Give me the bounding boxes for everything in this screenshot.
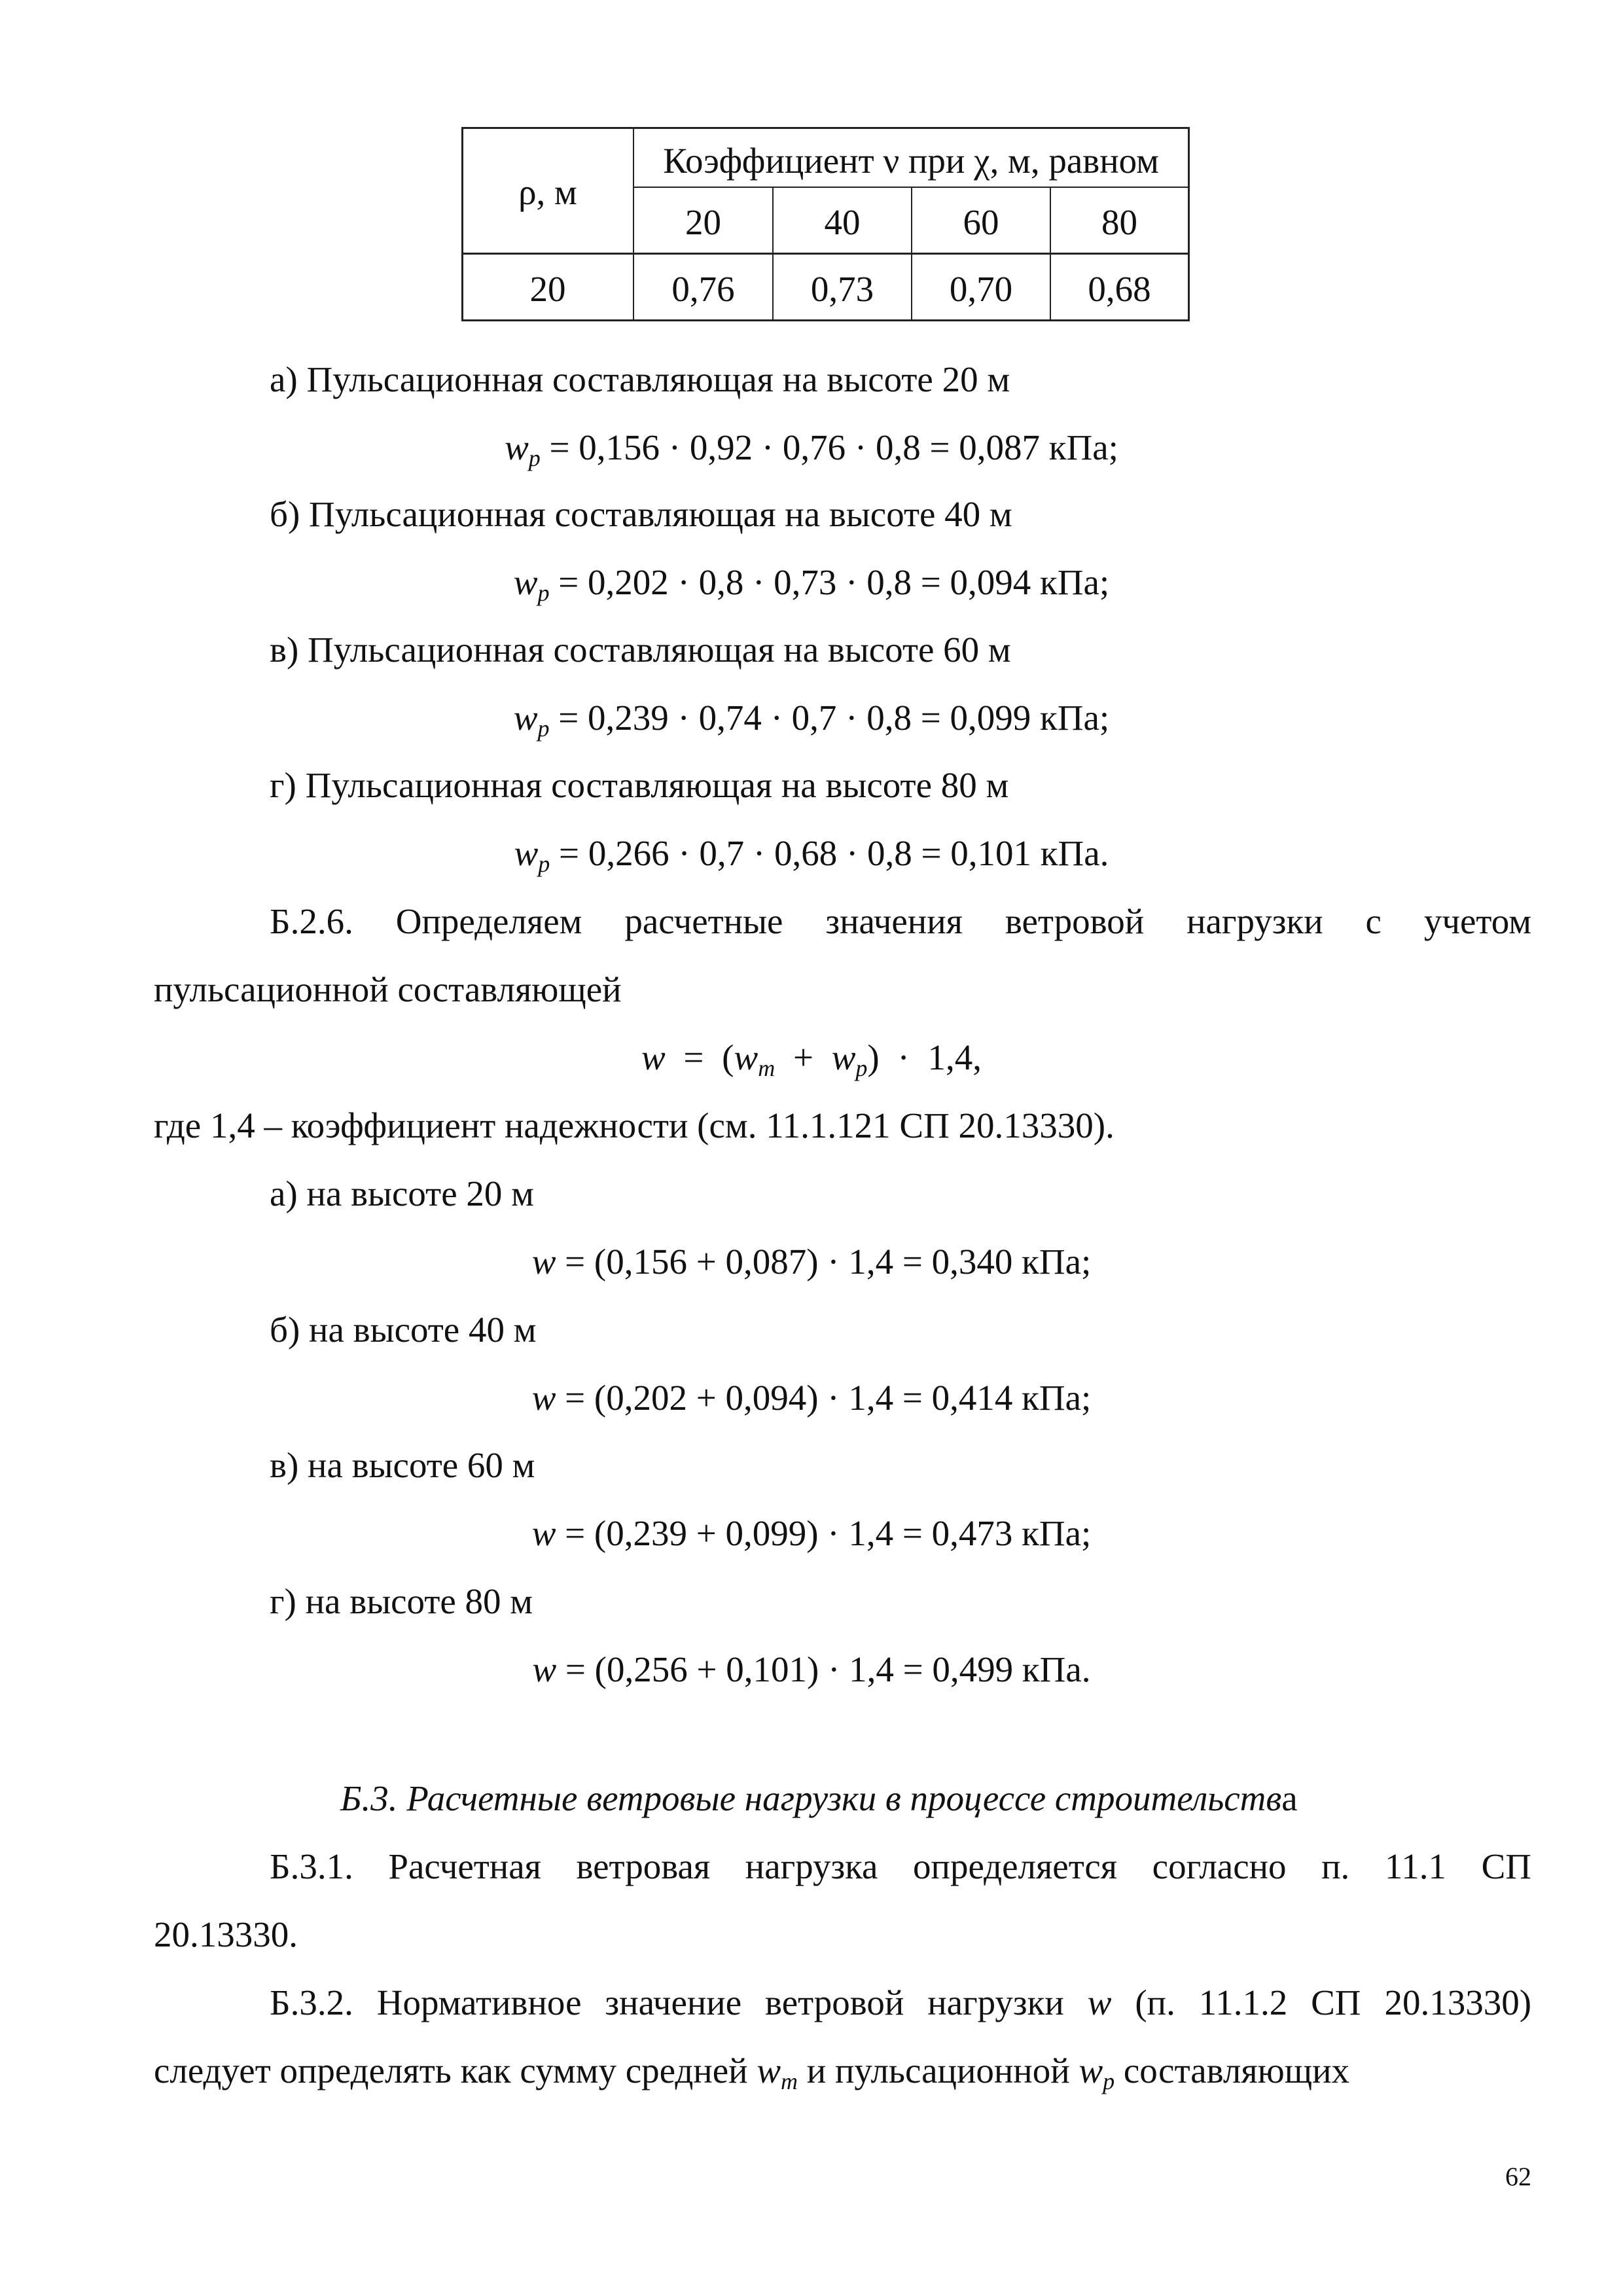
formula-symbol: w bbox=[513, 698, 538, 738]
design-label-b: б) на высоте 40 м bbox=[270, 1310, 537, 1350]
b3-heading bbox=[340, 1780, 1298, 1816]
formula-text: = 0,239 · 0,74 · 0,7 · 0,8 = 0,099 кПа; bbox=[558, 698, 1110, 738]
b32-text-b: (п. 11.1.2 СП 20.13330) bbox=[1135, 1982, 1532, 2022]
formula-symbol: w bbox=[757, 2051, 781, 2090]
b31-paragraph-line1: Б.3.1. Расчетная ветровая нагрузка определяется согласно п. 11.1 СП bbox=[270, 1846, 1531, 1886]
pulsation-label-c: в) Пульсационная составляющая на высоте 60 м bbox=[270, 630, 1011, 670]
table-rule-header bbox=[461, 253, 1189, 255]
formula-text: = (0,156 + 0,087) · 1,4 = 0,340 кПа; bbox=[565, 1242, 1092, 1282]
table-header-chi: 60 bbox=[963, 202, 999, 242]
table-border-top bbox=[461, 127, 1189, 129]
pulsation-formula-d bbox=[0, 833, 1623, 877]
b32-text-e: составляющих bbox=[1123, 2051, 1350, 2090]
table-header-chi: 20 bbox=[685, 202, 721, 242]
formula-text: = 0,156 · 0,92 · 0,76 · 0,8 = 0,087 кПа; bbox=[549, 427, 1118, 467]
formula-text: = 0,266 · 0,7 · 0,68 · 0,8 = 0,101 кПа. bbox=[559, 833, 1109, 873]
design-label-c: в) на высоте 60 м bbox=[270, 1445, 535, 1485]
formula-symbol: w bbox=[1087, 1982, 1112, 2022]
formula-subscript: m bbox=[781, 2068, 798, 2094]
pulsation-formula-a bbox=[0, 427, 1623, 471]
formula-text: = (0,256 + 0,101) · 1,4 = 0,499 кПа. bbox=[565, 1649, 1091, 1689]
formula-plus: + bbox=[793, 1037, 813, 1077]
table-cell: 0,70 bbox=[949, 269, 1013, 309]
pulsation-label-b: б) Пульсационная составляющая на высоте 40 м bbox=[270, 494, 1012, 534]
table-cell-rho: 20 bbox=[529, 269, 566, 309]
formula-symbol: w bbox=[531, 1242, 556, 1282]
formula-subscript: p bbox=[537, 580, 550, 606]
formula-symbol: w bbox=[505, 427, 529, 467]
design-formula-b bbox=[0, 1380, 1623, 1416]
formula-subscript: p bbox=[855, 1055, 868, 1081]
b3-heading-text: Б.3. Расчетные ветровые нагрузки в процессе строительств bbox=[340, 1778, 1282, 1818]
b26-paragraph-line2: пульсационной составляющей bbox=[154, 969, 622, 1009]
formula-close: ) · 1,4, bbox=[867, 1037, 982, 1077]
pulsation-label-d: г) Пульсационная составляющая на высоте 80 м bbox=[270, 765, 1009, 805]
b32-paragraph-line2 bbox=[154, 2051, 1350, 2094]
formula-subscript: m bbox=[758, 1055, 776, 1081]
pulsation-formula-b bbox=[0, 562, 1623, 606]
formula-symbol: w bbox=[514, 833, 539, 873]
formula-subscript: p bbox=[538, 851, 550, 877]
b26-where-note: где 1,4 – коэффициент надежности (см. 11.1.121 СП 20.13330). bbox=[154, 1105, 1115, 1145]
design-formula-a bbox=[0, 1244, 1623, 1280]
b26-formula bbox=[0, 1037, 1623, 1081]
design-label-a: а) на высоте 20 м bbox=[270, 1174, 534, 1213]
b32-text-d: и пульсационной bbox=[806, 2051, 1070, 2090]
formula-subscript: p bbox=[1103, 2068, 1115, 2094]
formula-symbol: w bbox=[513, 562, 538, 602]
formula-symbol: w bbox=[531, 1378, 556, 1418]
formula-symbol: w bbox=[641, 1037, 666, 1077]
b31-paragraph-line2: 20.13330. bbox=[154, 1914, 298, 1954]
b32-text-c: следует определять как сумму средней bbox=[154, 2051, 748, 2090]
table-cell: 0,73 bbox=[810, 269, 874, 309]
b3-heading-tail: а bbox=[1281, 1778, 1298, 1818]
formula-symbol: w bbox=[532, 1649, 557, 1689]
table-cell: 0,68 bbox=[1088, 269, 1151, 309]
b26-paragraph-line1: Б.2.6. Определяем расчетные значения ветровой нагрузки с учетом bbox=[270, 901, 1531, 941]
b32-text-a: Б.3.2. Нормативное значение ветровой нагрузки bbox=[270, 1982, 1064, 2022]
formula-symbol: w bbox=[531, 1513, 556, 1553]
table-header-coefficient: Коэффициент ν при χ, м, равном bbox=[663, 141, 1159, 181]
formula-text: = (0,239 + 0,099) · 1,4 = 0,473 кПа; bbox=[565, 1513, 1092, 1553]
formula-symbol: w bbox=[1079, 2051, 1103, 2090]
formula-open: ( bbox=[722, 1037, 734, 1077]
table-border-right bbox=[1188, 127, 1190, 321]
b32-paragraph-line1 bbox=[270, 1984, 1531, 2020]
formula-text: = (0,202 + 0,094) · 1,4 = 0,414 кПа; bbox=[565, 1378, 1092, 1418]
formula-subscript: p bbox=[537, 715, 550, 742]
formula-eq: = bbox=[683, 1037, 704, 1077]
design-label-d: г) на высоте 80 м bbox=[270, 1581, 533, 1621]
formula-subscript: p bbox=[528, 445, 541, 471]
page-number: 62 bbox=[1505, 2162, 1531, 2191]
table-header-chi: 80 bbox=[1101, 202, 1137, 242]
table-header-rho: ρ, м bbox=[518, 172, 577, 212]
table-border-bottom bbox=[461, 319, 1189, 321]
design-formula-c bbox=[0, 1515, 1623, 1551]
formula-symbol: w bbox=[734, 1037, 758, 1077]
formula-symbol: w bbox=[831, 1037, 856, 1077]
table-cell: 0,76 bbox=[671, 269, 735, 309]
design-formula-d bbox=[0, 1651, 1623, 1687]
pulsation-label-a: а) Пульсационная составляющая на высоте 20 м bbox=[270, 359, 1010, 399]
formula-text: = 0,202 · 0,8 · 0,73 · 0,8 = 0,094 кПа; bbox=[558, 562, 1110, 602]
pulsation-formula-c bbox=[0, 698, 1623, 742]
table-header-chi: 40 bbox=[824, 202, 861, 242]
